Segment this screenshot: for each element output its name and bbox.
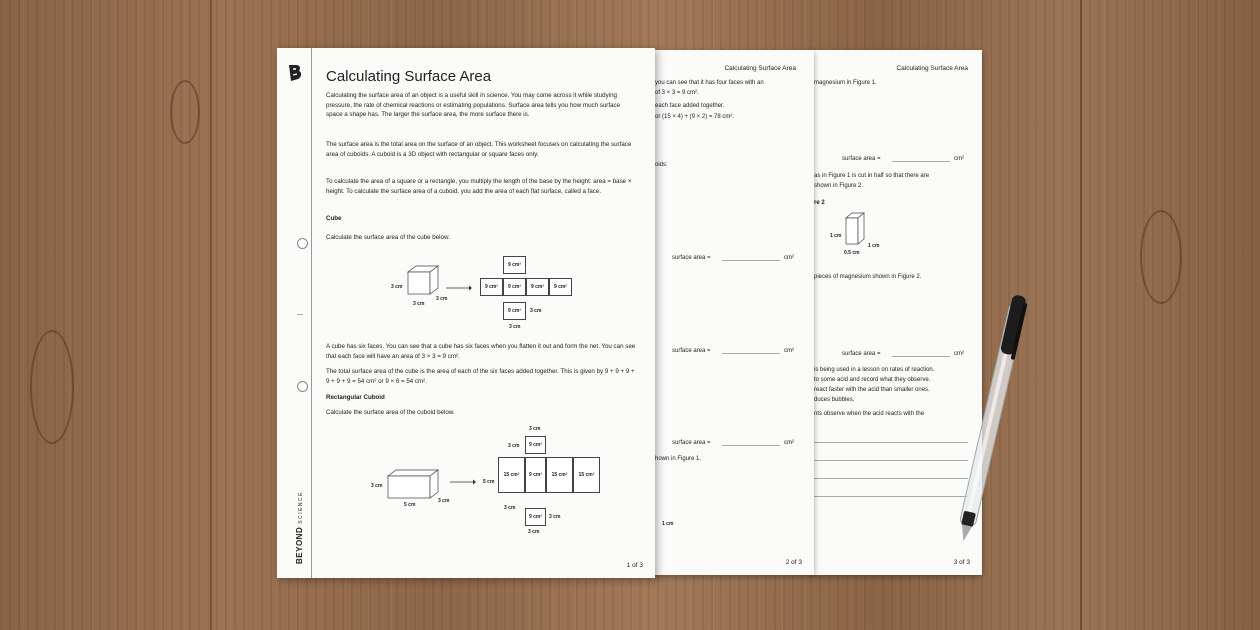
text-line: nts observe when the acid reacts with the [814, 411, 925, 417]
net-face: 9 cm² [525, 508, 546, 526]
net-face: 15 cm² [573, 457, 600, 493]
text-line: duces bubbles. [814, 397, 855, 403]
task-text: Calculate the surface area of the cube below. [326, 234, 450, 241]
cube-diagram [405, 264, 448, 302]
wood-knot [1140, 210, 1182, 304]
answer-line [722, 445, 780, 446]
text-line: or (15 × 4) + (9 × 2) = 78 cm². [655, 114, 735, 120]
punch-hole [297, 238, 308, 249]
answer-line [722, 353, 780, 354]
dimension-label: 3 cm [508, 443, 520, 449]
text-line: shown in Figure 2. [814, 183, 864, 189]
dimension-label: 3 cm [391, 284, 403, 290]
wood-seam [210, 0, 212, 630]
dimension-label: 3 cm [413, 301, 425, 307]
dimension-label: 3 cm [529, 426, 541, 432]
answer-label: surface area = [672, 255, 711, 261]
intro-paragraph: Calculating the surface area of an object is a useful skill in science. You may come across it while studying pressure, the rate of chemical reactions or estimating populations. Surface area tells you how much surface space a shape has. The larger the surface area, the more surface there is. [326, 92, 621, 119]
section-heading: Rectangular Cuboid [326, 394, 385, 401]
text-line: pieces of magnesium shown in Figure 2. [814, 274, 922, 280]
pen-icon [940, 282, 1100, 552]
text-line: oids: [655, 162, 668, 168]
figure-caption: re 2 [814, 200, 825, 206]
paragraph: A cube has six faces. You can see that a cube has six faces when you flatten it out and form the net. You can see that each face will have an area of 3 × 3 = 9 cm². [326, 343, 636, 360]
dimension-label: 3 cm [436, 296, 448, 302]
page-number: 3 of 3 [953, 559, 970, 566]
page-header: Calculating Surface Area [724, 65, 796, 72]
wood-knot [30, 330, 74, 444]
unit-label: cm² [954, 351, 964, 357]
text-line: each face added together. [655, 103, 725, 109]
page-title: Calculating Surface Area [326, 68, 492, 85]
answer-label: surface area = [842, 351, 881, 357]
paragraph: To calculate the area of a square or a rectangle, you multiply the length of the base by the height: area = base × height. To calculate the surface area of a cuboid, you add the area of each flat surface, called a face. [326, 178, 632, 195]
text-line: magnesium in Figure 1. [814, 80, 877, 86]
unit-label: cm² [784, 255, 794, 261]
text-line: to some acid and record what they observe. [814, 377, 931, 383]
dimension-label: 1 cm [868, 243, 880, 249]
net-face: 9 cm² [549, 278, 572, 296]
net-face: 15 cm² [498, 457, 525, 493]
page-header: Calculating Surface Area [896, 65, 968, 72]
dimension-label: 5 cm [483, 479, 495, 485]
text-line: react faster with the acid than smaller ones. [814, 387, 930, 393]
unit-label: cm² [784, 440, 794, 446]
dimension-label: 3 cm [528, 529, 540, 535]
dimension-label: 3 cm [549, 514, 561, 520]
fold-mark [297, 314, 303, 315]
answer-label: surface area = [672, 348, 711, 354]
dimension-label: 3 cm [530, 308, 542, 314]
worksheet-page-1 [277, 48, 655, 578]
dimension-label: 1 cm [662, 521, 674, 527]
answer-line [722, 260, 780, 261]
dimension-label: 3 cm [504, 505, 516, 511]
dimension-label: 3 cm [509, 324, 521, 330]
page-spine [277, 48, 312, 578]
page-number: 2 of 3 [785, 559, 802, 566]
page-number: 1 of 3 [626, 562, 643, 569]
net-face: 9 cm² [525, 457, 546, 493]
unit-label: cm² [784, 348, 794, 354]
cuboid-diagram [385, 468, 445, 502]
net-face: 9 cm² [503, 256, 526, 274]
worksheet-page-2 [652, 50, 814, 575]
answer-label: surface area = [842, 156, 881, 162]
net-face: 9 cm² [503, 302, 526, 320]
dimension-label: 3 cm [438, 498, 450, 504]
text-line: you can see that it has four faces with an [655, 80, 764, 86]
text-line: as in Figure 1 is cut in half so that there are [814, 173, 930, 179]
answer-label: surface area = [672, 440, 711, 446]
net-face: 9 cm² [525, 436, 546, 454]
wood-knot [170, 80, 200, 144]
arrow-right-icon [449, 478, 477, 486]
paragraph: The total surface area of the cube is the area of each of the six faces added together. This is given by 9 + 9 + 9 + 9 + 9 + 9 = 54 cm² or 9 × 6 = 54 cm². [326, 368, 635, 385]
punch-hole [297, 381, 308, 392]
net-face: 15 cm² [546, 457, 573, 493]
beyond-logo-icon [287, 64, 303, 82]
dimension-label: 5 cm [404, 502, 416, 508]
dimension-label: 1 cm [830, 233, 842, 239]
paragraph: The surface area is the total area on the surface of an object. This worksheet focuses on calculating the surface area of cuboids. A cuboid is a 3D object with rectangular or square faces only. [326, 141, 632, 158]
unit-label: cm² [954, 156, 964, 162]
text-line: hown in Figure 1. [655, 456, 702, 462]
answer-line [892, 161, 950, 162]
task-text: Calculate the surface area of the cuboid below. [326, 409, 455, 416]
text-line: is being used in a lesson on rates of reaction. [814, 367, 935, 373]
arrow-right-icon [445, 284, 473, 292]
text-line: of 3 × 3 = 9 cm². [655, 90, 699, 96]
net-face: 9 cm² [503, 278, 526, 296]
brand-label: BEYONDSCIENCE [294, 491, 304, 564]
section-heading: Cube [326, 215, 342, 222]
dimension-label: 3 cm [371, 483, 383, 489]
net-face: 9 cm² [480, 278, 503, 296]
dimension-label: 0.5 cm [844, 250, 860, 256]
net-face: 9 cm² [526, 278, 549, 296]
